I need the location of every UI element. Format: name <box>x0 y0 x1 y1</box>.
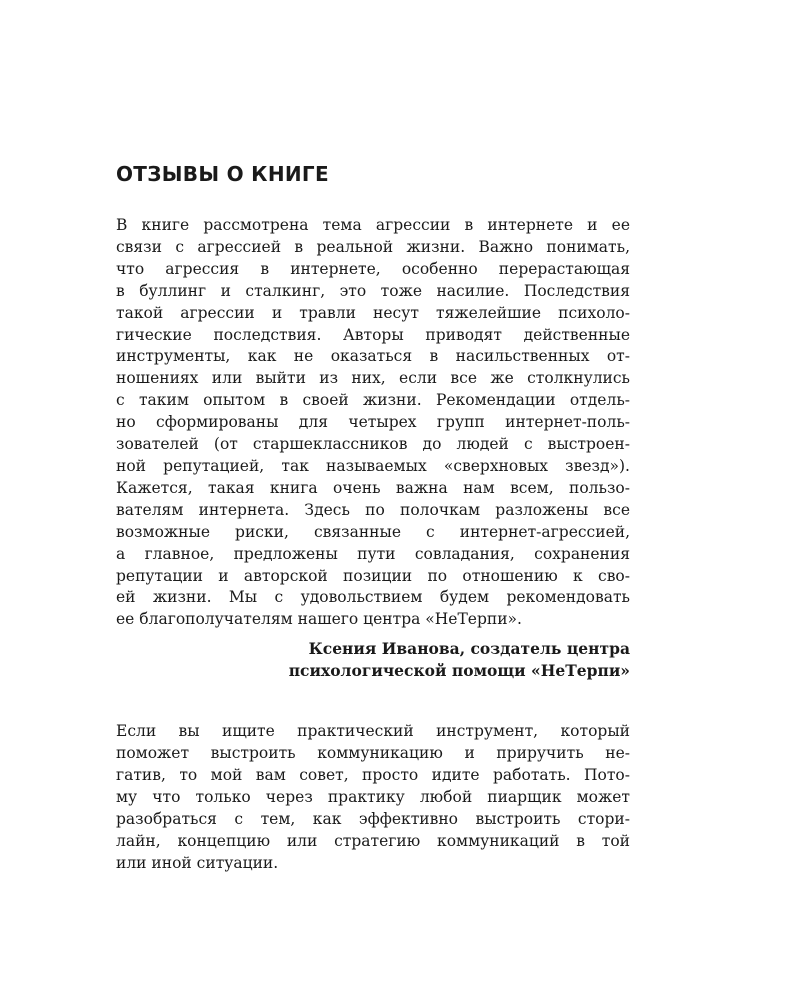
review-1-line: но сформированы для четырех групп интернет-поль- <box>116 413 630 432</box>
review-1-line: ной репутацией, так называемых «сверхновых звезд»). <box>116 456 630 475</box>
review-2-line: Если вы ищите практический инструмент, который <box>116 722 630 741</box>
review-2-line: разобраться с тем, как эффективно выстроить стори- <box>116 809 630 828</box>
review-1-line: а главное, предложены пути совладания, сохранения <box>116 544 630 563</box>
page-title: ОТЗЫВЫ О КНИГЕ <box>116 162 329 186</box>
review-2-line: или иной ситуации. <box>116 853 279 872</box>
attribution-line: психологической помощи «НеТерпи» <box>288 661 630 681</box>
page-content <box>116 161 630 875</box>
review-1-line: зователей (от старшеклассников до людей с выстроен- <box>116 435 630 454</box>
review-1-line: ее благополучателям нашего центра «НеТерпи». <box>116 610 522 629</box>
review-1-line: такой агрессии и травли несут тяжелейшие психоло- <box>116 303 630 322</box>
review-1-line: что агрессия в интернете, особенно перерастающая <box>116 259 630 278</box>
review-1-line: Кажется, такая книга очень важна нам всем, пользо- <box>116 478 630 497</box>
review-1-line: ношениях или выйти из них, если все же столкнулись <box>116 369 630 388</box>
attribution-line: Ксения Иванова, создатель центра <box>308 639 630 659</box>
review-1-line: инструменты, как не оказаться в насильственных от- <box>116 347 630 366</box>
review-1-line: В книге рассмотрена тема агрессии в интернете и ее <box>116 216 630 234</box>
review-1-line: возможные риски, связанные с интернет-агрессией, <box>116 522 630 541</box>
review-1-line: с таким опытом в своей жизни. Рекомендации отдель- <box>116 391 630 410</box>
review-1-line: ей жизни. Мы с удовольствием будем рекомендовать <box>116 588 630 607</box>
review-1-line: связи с агрессией в реальной жизни. Важно понимать, <box>116 237 630 256</box>
review-1-line: репутации и авторской позиции по отношению к сво- <box>116 566 630 585</box>
review-1-line: вателям интернета. Здесь по полочкам разложены все <box>116 500 630 519</box>
review-2-text <box>116 721 630 874</box>
review-1-text <box>116 215 630 631</box>
review-2-line: поможет выстроить коммуникацию и приручить не- <box>116 744 630 763</box>
review-2-line: лайн, концепцию или стратегию коммуникаций в той <box>116 831 630 850</box>
review-1-attribution <box>116 638 630 682</box>
review-2-line: му что только через практику любой пиарщик может <box>116 787 630 806</box>
review-2-line: гатив, то мой вам совет, просто идите работать. Пото- <box>116 766 630 785</box>
review-1-line: в буллинг и сталкинг, это тоже насилие. Последствия <box>116 281 630 300</box>
review-1-line: гические последствия. Авторы приводят действенные <box>116 325 630 344</box>
